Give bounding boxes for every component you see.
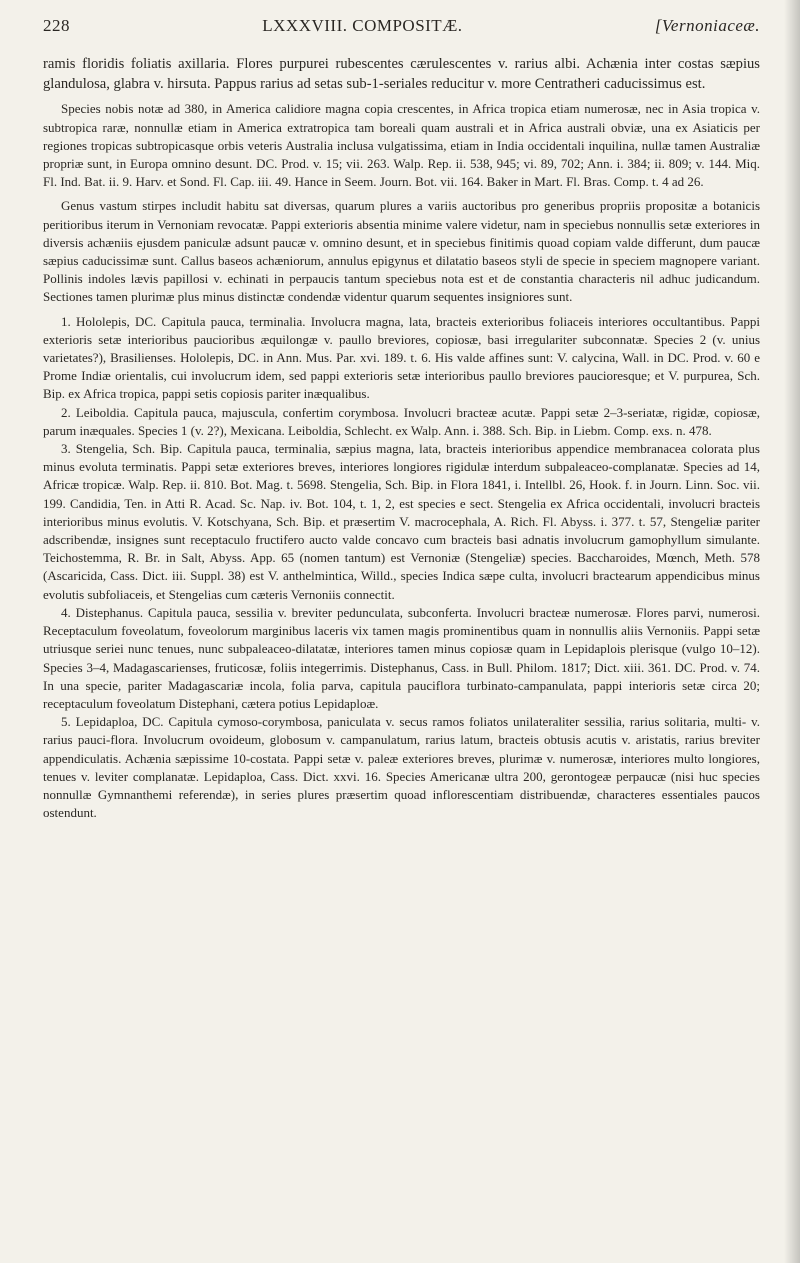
paragraph-distribution: Species nobis notæ ad 380, in America calidiore magna copia crescentes, in Africa tropica etiam numerosæ, nec in Asia tropica v. subtropica raræ, nonnullæ etiam in America extratropica tam boreali quam australi et in Africa australi obviæ, una ex Asiaticis per regiones tropicas subtropicasque orbis veteris Australia inclusa vulgatissima, etiam in India occidentali inquilina, nullæ tamen Australiæ propriæ sunt, in Europa omnino desunt. DC. Prod. v. 15; vii. 263. Walp. Rep. ii. 538, 945; vi. 89, 702; Ann. i. 384; ii. 809; v. 144. Miq. Fl. Ind. Bat. ii. 9. Harv. et Sond. Fl. Cap. iii. 49. Hance in Seem. Journ. Bot. vii. 164. Baker in Mart. Fl. Bras. Comp. t. 4 ad 26.	[43, 101, 760, 190]
chapter-title: LXXXVIII. COMPOSITÆ.	[262, 16, 463, 35]
section-title: [Vernoniaceæ.	[654, 16, 760, 35]
paragraph-section-hololepis: 1. Hololepis, DC. Capitula pauca, terminalia. Involucra magna, lata, bracteis exterioribus foliaceis interiores occultantibus. Pappi exterioris setæ interioribus paucioribus æquilongæ v. paullo breviores, copiosæ, basi irregulariter subconnatæ. Species 2 (v. unius varietates?), Brasilienses. Hololepis, DC. in Ann. Mus. Par. xvi. 189. t. 6. His valde affines sunt: V. calycina, Wall. in DC. Prod. v. 60 e Prome Indiæ orientalis, cui involucrum idem, sed pappi exterioris setæ interioribus paullo breviores paucioresque; et V. purpurea, Sch. Bip. ex Africa tropica, pappi setis copiosis pariter inæqualibus.	[43, 313, 760, 402]
page-edge-shadow	[784, 0, 800, 1263]
paragraph-section-stengelia: 3. Stengelia, Sch. Bip. Capitula pauca, terminalia, sæpius magna, lata, bracteis interioribus appendice membranacea colorata plus minus evoluta terminatis. Pappi setæ exteriores breves, interiores longiores rigidulæ interdum subpaleaceo-complanatæ. Species ad 14, Africæ tropicæ. Walp. Rep. ii. 810. Bot. Mag. t. 5698. Stengelia, Sch. Bip. in Flora 1841, i. Intellbl. 26, Hook. f. in Journ. Linn. Soc. vii. 199. Candidia, Ten. in Atti R. Acad. Sc. Nap. iv. Bot. 104, t. 1, 2, est species e sect. Stengelia ex Africa occidentali, involucri bracteis interioribus minus evolutis. V. Kotschyana, Sch. Bip. et præsertim V. macrocephala, A. Rich. Fl. Abyss. i. 377. t. 57, Stengeliæ pariter adscribendæ, insignes sunt receptaculo fructifero aucto valde concavo cum bracteis basi adnatis involucrum gamophyllum simulante. Teichostemma, R. Br. in Salt, Abyss. App. 65 (nomen tantum) est Vernoniæ (Stengeliæ) species. Baccharoides, Mœnch, Meth. 578 (Ascaricida, Cass. Dict. iii. Suppl. 38) est V. anthelmintica, Willd., species Indica sæpe culta, involucri bractearum appendicibus minus evolutis subfoliaceis, et Stengelias cum cæteris Vernoniis connectit.	[43, 441, 760, 602]
running-header	[43, 16, 760, 36]
paragraph-section-lepidaploa: 5. Lepidaploa, DC. Capitula cymoso-corymbosa, paniculata v. secus ramos foliatos unilateraliter sessilia, rarius solitaria, multi- v. rarius pauci-flora. Involucrum ovoideum, globosum v. campanulatum, rarius latum, bracteis obtusis acutis v. aristatis, rarius breviter appendiculatis. Achænia sæpissime 10-costata. Pappi setæ v. paleæ exteriores breves, plurimæ v. numerosæ, interiores multo longiores, tenues v. leviter complanatæ. Lepidaploa, Cass. Dict. xxvi. 16. Species Americanæ ultra 200, gerontogeæ perpaucæ (nisi huc species nonnullæ Gymnanthemi referendæ), in series plures præsertim quoad inflorescentiam distribuendæ, characteres essentiales paucos ostendunt.	[43, 714, 760, 821]
page-number: 228	[43, 16, 70, 35]
paragraph-section-distephanus: 4. Distephanus. Capitula pauca, sessilia v. breviter pedunculata, subconferta. Involucri bracteæ numerosæ. Flores parvi, numerosi. Receptaculum foveolatum, foveolorum marginibus laceris vix tamen magis prominentibus quam in nonnullis aliis Vernoniis. Pappi setæ utriusque seriei nunc tenues, nunc subpaleaceo-dilatatæ, interiores tamen minus copiosæ quam in Lepidaplois plerisque (vulgo 10–12). Species 3–4, Madagascarienses, fruticosæ, foliis integerrimis. Distephanus, Cass. in Bull. Philom. 1817; Dict. xiii. 361. DC. Prod. v. 74. In una specie, pariter Madagascariæ incola, folia parva, capitula pauciflora turbinato-campanulata, pappi interioris setæ circa 20; receptaculum foveolatum Distephani, cætera potius Lepidaploæ.	[43, 604, 760, 711]
intro-paragraph: ramis floridis foliatis axillaria. Flores purpurei rubescentes cærulescentes v. rarius albi. Achænia inter costas sæpius glandulosa, glabra v. hirsuta. Pappus rarius ad setas sub-1-seriales reducitur v. more Centratheri caducissimus est.	[43, 56, 760, 93]
paragraph-section-leiboldia: 2. Leiboldia. Capitula pauca, majuscula, confertim corymbosa. Involucri bracteæ acutæ. Pappi setæ 2–3-seriatæ, rigidæ, copiosæ, parum inæquales. Species 1 (v. 2?), Mexicana. Leiboldia, Schlecht. ex Walp. Ann. i. 388. Sch. Bip. in Liebm. Comp. exs. n. 478.	[43, 404, 760, 438]
paragraph-genus-notes: Genus vastum stirpes includit habitu sat diversas, quarum plures a variis auctoribus pro generibus propriis propositæ a botanicis peritioribus iterum in Vernoniam revocatæ. Pappi exterioris absentia minime valere videtur, nam in speciebus nonnullis setæ exteriores in diversis achæniis ejusdem paniculæ adsunt paucæ v. omnino desunt, et in speciebus finitimis quoad copiam valde differunt, dum paucæ sæpius caducissimæ sunt. Callus baseos achæniorum, annulus epigynus et dilatatio baseos styli de specie in speciem magnopere variant. Pollinis indoles lævis papillosi v. echinati in perpaucis tantum speciebus nota est et de constantia characteris nil adhuc judicandum. Sectiones tamen plurimæ plus minus distinctæ condendæ videntur quarum sequentes insigniores sunt.	[43, 198, 760, 305]
